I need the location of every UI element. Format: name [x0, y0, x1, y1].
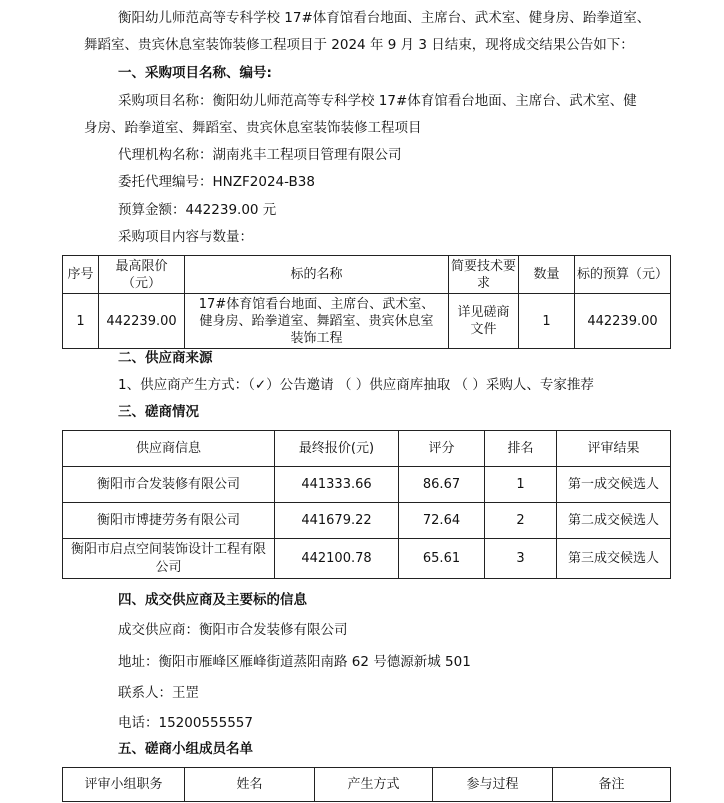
- cell-item-name: 17#体育馆看台地面、主席台、武术室、健身房、跆拳道室、舞蹈室、贵宾休息室装饰工程: [185, 294, 449, 349]
- agency-code: 委托代理编号：HNZF2024-B38: [118, 174, 315, 190]
- cell-supplier: 衡阳市启点空间装饰设计工程有限公司: [63, 539, 275, 579]
- budget-amount: 预算金额：442239.00 元: [118, 202, 277, 218]
- cell-result: 第一成交候选人: [557, 467, 671, 503]
- contact-person: 联系人：王罡: [118, 685, 199, 701]
- cell-supplier: 衡阳市合发装修有限公司: [63, 467, 275, 503]
- cell-score: 65.61: [399, 539, 485, 579]
- section2-heading: 二、供应商来源: [118, 350, 213, 366]
- table-row: [63, 539, 671, 579]
- col-header-selection-method: 产生方式: [315, 768, 433, 802]
- col-header-quantity: 数量: [519, 256, 575, 294]
- col-header-max-price: 最高限价（元）: [99, 256, 185, 294]
- col-header-member-name: 姓名: [185, 768, 315, 802]
- project-name-line-2: 身房、跆拳道室、舞蹈室、贵宾休息室装饰装修工程项目: [84, 120, 422, 136]
- col-header-result: 评审结果: [557, 431, 671, 467]
- cell-rank: 3: [485, 539, 557, 579]
- contact-phone: 电话：15200555557: [118, 715, 253, 731]
- cell-final-price: 441333.66: [275, 467, 399, 503]
- cell-result: 第三成交候选人: [557, 539, 671, 579]
- col-header-item-name: 标的名称: [185, 256, 449, 294]
- intro-line-2: 舞蹈室、贵宾休息室装饰装修工程项目于 2024 年 9 月 3 日结束，现将成交结果公告如下：: [84, 37, 634, 53]
- winning-supplier: 成交供应商：衡阳市合发装修有限公司: [118, 622, 348, 638]
- cell-score: 86.67: [399, 467, 485, 503]
- cell-final-price: 442100.78: [275, 539, 399, 579]
- cell-result: 第二成交候选人: [557, 503, 671, 539]
- section5-heading: 五、磋商小组成员名单: [118, 741, 253, 757]
- section1-heading: 一、采购项目名称、编号:: [118, 65, 272, 81]
- cell-index: 1: [63, 294, 99, 349]
- cell-rank: 1: [485, 467, 557, 503]
- col-header-rank: 排名: [485, 431, 557, 467]
- section4-heading: 四、成交供应商及主要标的信息: [118, 592, 307, 608]
- cell-score: 72.64: [399, 503, 485, 539]
- col-header-score: 评分: [399, 431, 485, 467]
- col-header-final-price: 最终报价(元): [275, 431, 399, 467]
- cell-final-price: 441679.22: [275, 503, 399, 539]
- consultation-results-table: [62, 430, 671, 579]
- col-header-tech-req: 简要技术要求: [449, 256, 519, 294]
- cell-item-budget: 442239.00: [575, 294, 671, 349]
- table-row: [63, 294, 671, 349]
- col-header-index: 序号: [63, 256, 99, 294]
- panel-members-table: [62, 767, 671, 802]
- col-header-participation: 参与过程: [433, 768, 553, 802]
- content-label: 采购项目内容与数量：: [118, 229, 253, 245]
- col-header-supplier: 供应商信息: [63, 431, 275, 467]
- agency-name: 代理机构名称：湖南兆丰工程项目管理有限公司: [118, 147, 402, 163]
- intro-line-1: 衡阳幼儿师范高等专科学校 17#体育馆看台地面、主席台、武术室、健身房、跆拳道室、: [118, 10, 651, 26]
- cell-quantity: 1: [519, 294, 575, 349]
- supplier-source-method: 1、供应商产生方式：（✓）公告邀请 （ ）供应商库抽取 （ ）采购人、专家推荐: [118, 377, 594, 393]
- table-row: [63, 467, 671, 503]
- section3-heading: 三、磋商情况: [118, 404, 199, 420]
- col-header-remarks: 备注: [553, 768, 671, 802]
- cell-tech-req: 详见磋商文件: [449, 294, 519, 349]
- col-header-item-budget: 标的预算（元）: [575, 256, 671, 294]
- cell-supplier: 衡阳市博捷劳务有限公司: [63, 503, 275, 539]
- cell-max-price: 442239.00: [99, 294, 185, 349]
- procurement-content-table: [62, 255, 671, 349]
- cell-rank: 2: [485, 503, 557, 539]
- supplier-address: 地址：衡阳市雁峰区雁峰街道蒸阳南路 62 号德源新城 501: [118, 654, 471, 670]
- col-header-panel-role: 评审小组职务: [63, 768, 185, 802]
- project-name-line-1: 采购项目名称：衡阳幼儿师范高等专科学校 17#体育馆看台地面、主席台、武术室、健: [118, 93, 637, 109]
- table-row: [63, 503, 671, 539]
